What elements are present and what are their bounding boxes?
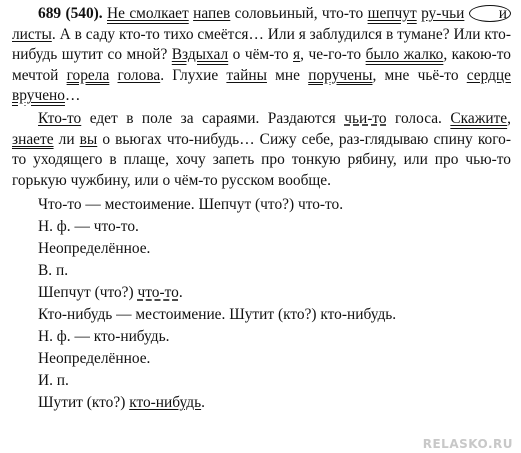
analysis-line: Н. ф. — кто-нибудь.	[38, 328, 170, 346]
text-run: соловьиный, что-то	[230, 5, 368, 22]
circled-conjunction: и	[469, 5, 511, 22]
analysis-line: Неопределённое.	[38, 350, 151, 368]
text-run: …	[64, 87, 81, 105]
text-run: .	[178, 284, 183, 302]
paragraph-1	[12, 4, 511, 107]
text-run: . А в саду кто-то тихо смеётся… Или я заблудился в тумане? Или кто-нибудь шутит со мной?	[12, 25, 511, 64]
exercise-number: 689 (540).	[38, 5, 103, 22]
predicate: поручены	[308, 66, 373, 84]
subject: Кто-то	[38, 109, 82, 127]
paragraph-2	[12, 109, 511, 191]
predicate: шепчут	[367, 5, 417, 22]
text-run: , какою-то мечтой	[12, 46, 511, 84]
predicate: Не смолкает	[107, 5, 189, 22]
subject: напев	[193, 5, 231, 22]
text-run	[109, 67, 117, 84]
subject: вы	[79, 130, 98, 148]
text-run: о вьюгах что-нибудь… Сижу себе, раз-глядываю спину кого-то уходящего в плаще, хочу запеть про тонкую рябину, или про чью-то горькую чужбину, или о чём-то русском вообще.	[12, 130, 511, 189]
text-run: ,	[507, 109, 511, 127]
text-run: голоса.	[386, 109, 451, 127]
predicate: Вздыхал	[171, 46, 229, 64]
predicate: Скажите	[450, 109, 508, 127]
subject: голова	[117, 66, 161, 84]
subject: сердце	[466, 66, 511, 84]
text-run: , мне чьё-то	[372, 66, 467, 84]
analysis-line: В. п.	[38, 262, 69, 280]
predicate: вручено	[12, 87, 65, 105]
object-underline: что-то	[137, 284, 179, 302]
subject: листы	[12, 25, 52, 43]
predicate: горела	[66, 66, 110, 84]
analysis-line: Неопределённое.	[38, 240, 151, 258]
analysis-block	[12, 194, 511, 414]
text-run: Шутит (кто?)	[38, 394, 130, 412]
analysis-line: И. п.	[38, 372, 69, 390]
text-run: едет в поле за сараями. Раздаются	[81, 109, 345, 127]
subject: я	[293, 46, 301, 64]
text-run: . Глухие	[160, 66, 227, 84]
subject: тайны	[226, 66, 267, 84]
text-run: ли	[53, 130, 80, 148]
analysis-line	[38, 282, 511, 304]
analysis-line: Кто-нибудь — местоимение. Шутит (кто?) кто-нибудь.	[38, 306, 397, 324]
text-run: Шепчут (что?)	[38, 284, 138, 302]
analysis-line	[38, 392, 511, 414]
text-run: .	[201, 394, 205, 412]
text-run: мне	[266, 66, 309, 84]
predicate: было жалко	[365, 46, 444, 64]
subject-underline: кто-нибудь	[129, 394, 202, 412]
text-run: , че-го-то	[300, 46, 366, 64]
attribute: чьи-то	[344, 109, 387, 127]
predicate: знаете	[12, 130, 54, 148]
watermark: RELASKO.RU	[422, 437, 513, 451]
analysis-line: Н. ф. — что-то.	[38, 218, 139, 236]
subject: ру-чьи	[421, 5, 465, 22]
text-run: о чём-то	[228, 46, 294, 64]
analysis-line: Что-то — местоимение. Шепчут (что?) что-то.	[38, 196, 344, 214]
